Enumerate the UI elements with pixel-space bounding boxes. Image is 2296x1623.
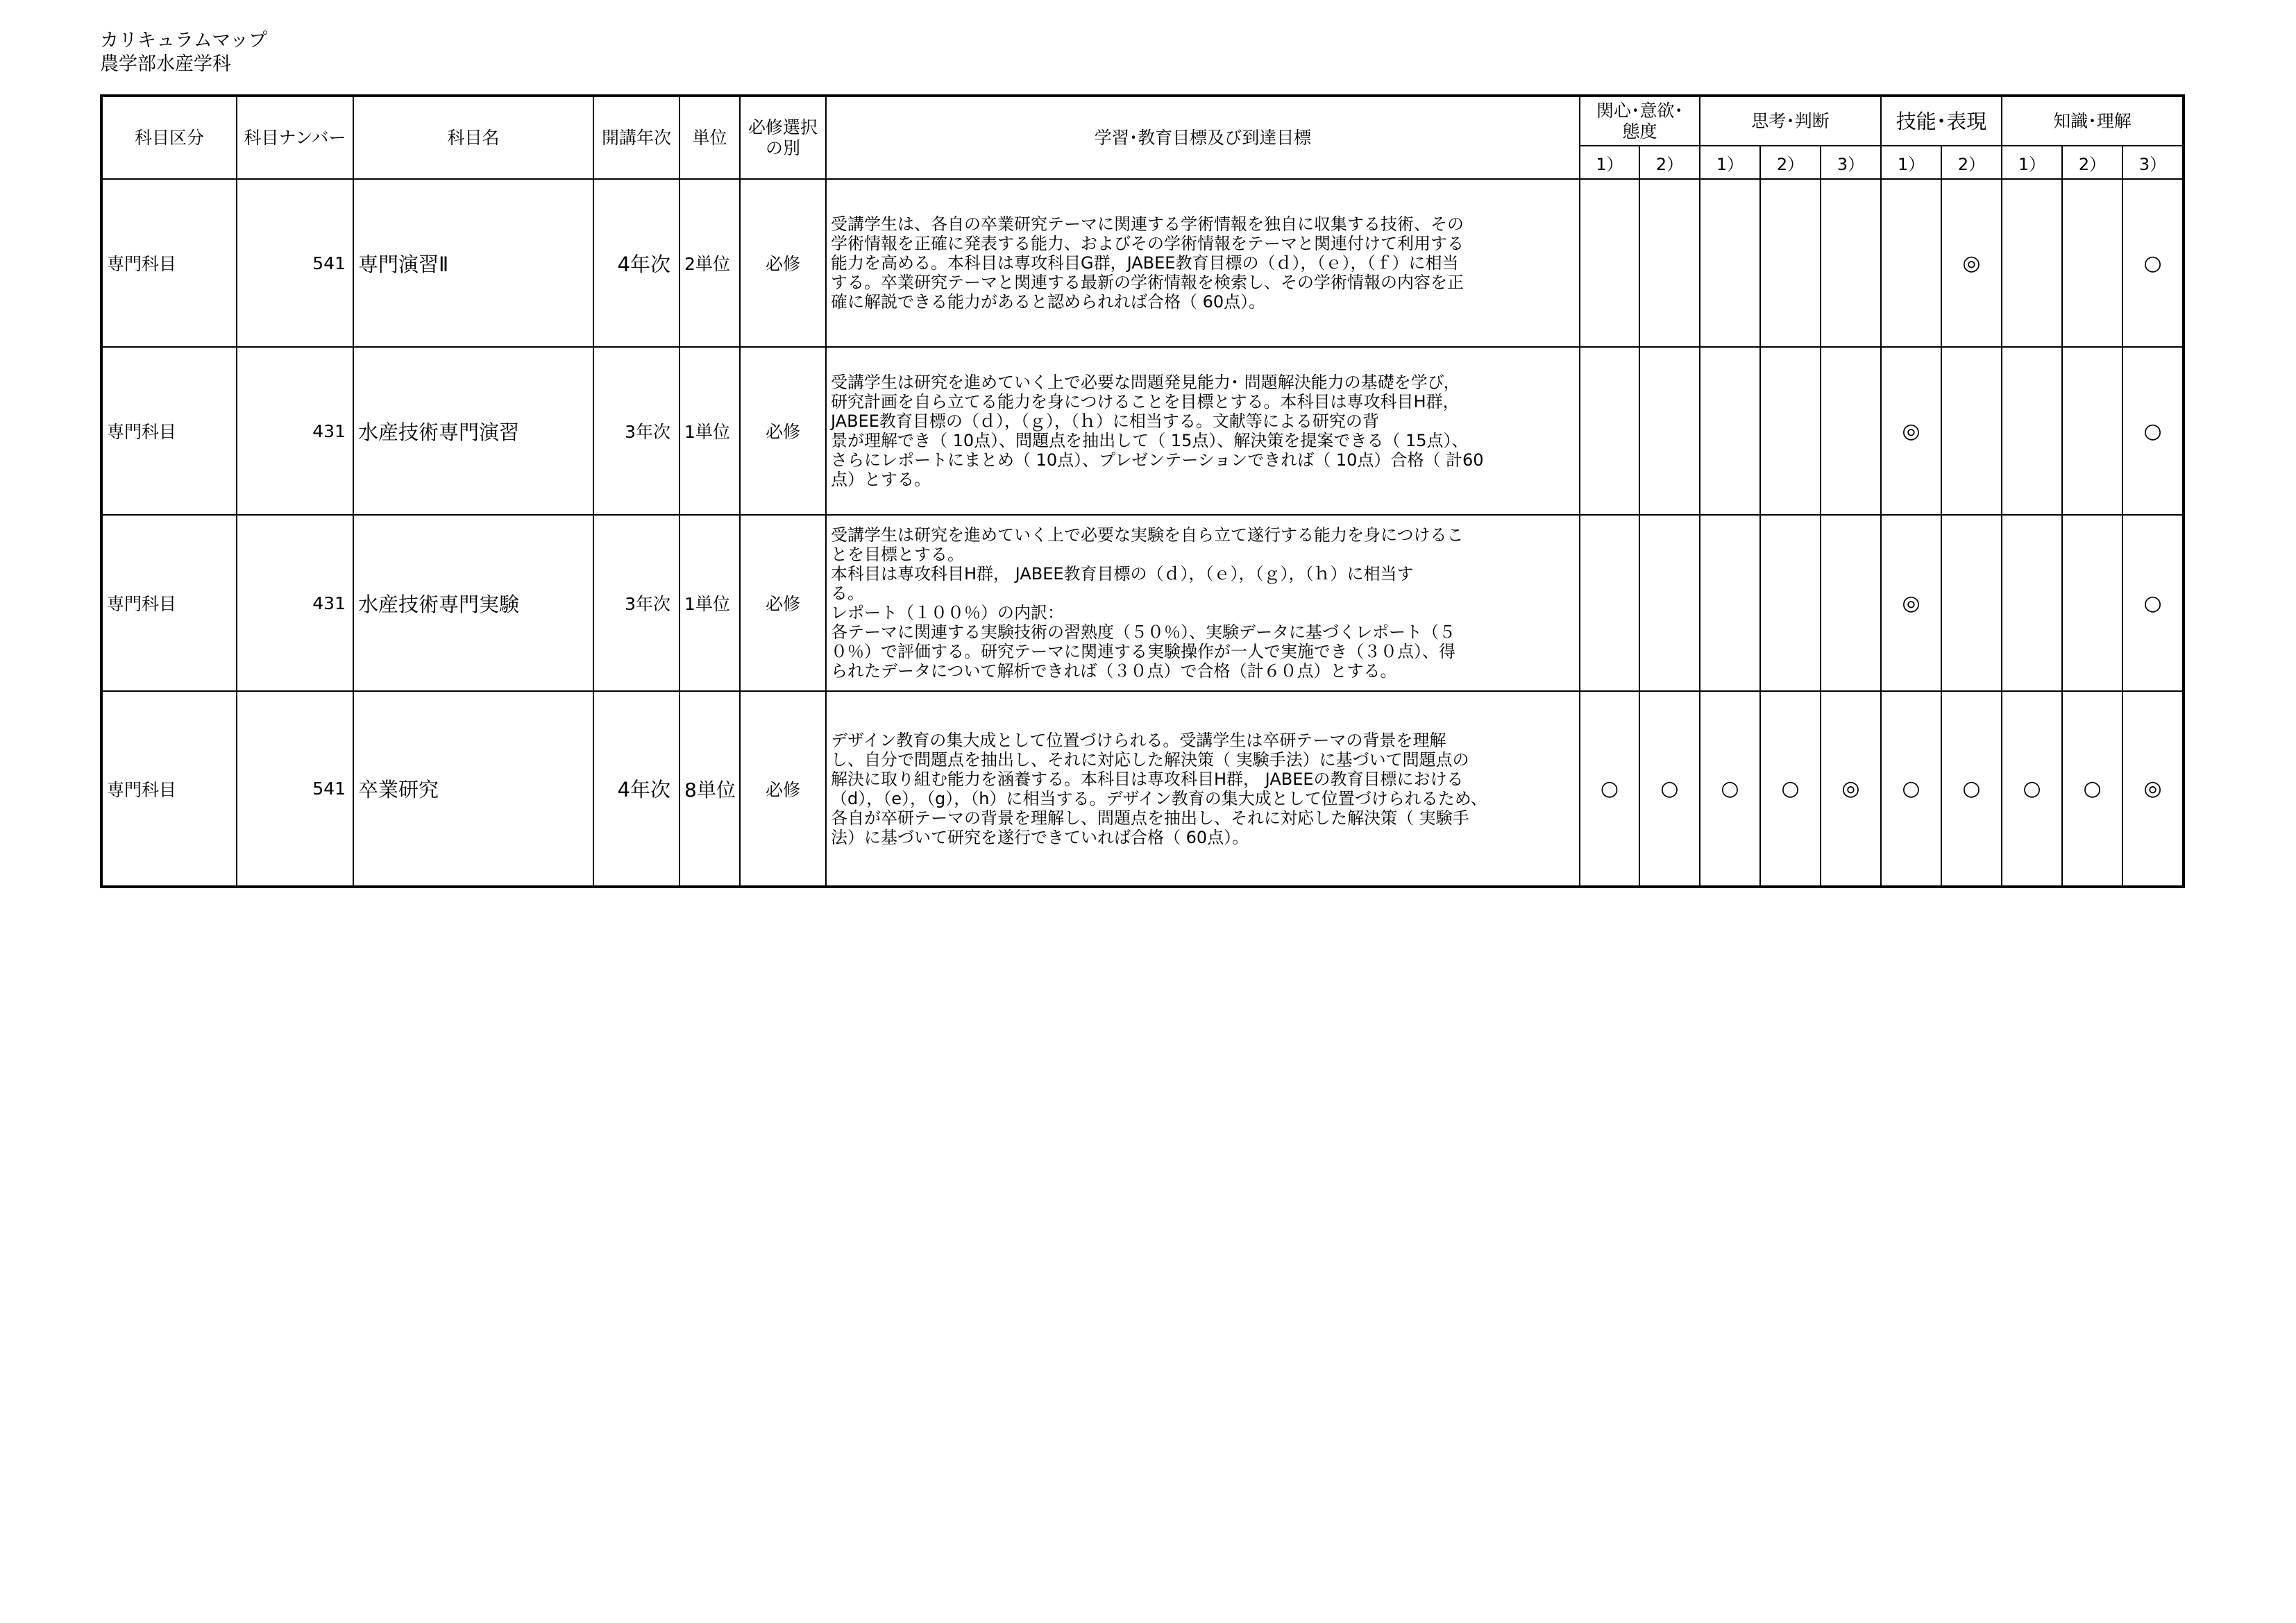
table-row (101, 179, 2184, 347)
cell-mark (1881, 179, 1941, 347)
header-year: 開講年次 (593, 96, 679, 179)
cell-credits: 1単位 (679, 347, 740, 515)
cell-credits: 2単位 (679, 179, 740, 347)
cell-mark (1580, 179, 1639, 347)
cell-mark (2002, 347, 2062, 515)
cell-mark (2002, 515, 2062, 691)
cell-number: 541 (237, 179, 353, 347)
cell-number: 541 (237, 691, 353, 887)
header-group-thinking: 思考･判断 (1700, 96, 1881, 146)
cell-mark: ○ (2002, 691, 2062, 887)
cell-mark (1821, 515, 1881, 691)
cell-credits: 1単位 (679, 515, 740, 691)
title-line-2: 農学部水産学科 (100, 53, 231, 75)
cell-mark (1821, 347, 1881, 515)
cell-mark (1700, 515, 1760, 691)
cell-mark (1760, 347, 1821, 515)
cell-mark (1700, 179, 1760, 347)
header-required-line1: 必修選択 (748, 117, 818, 137)
cell-mark (1580, 515, 1639, 691)
cell-goal: 受講学生は研究を進めていく上で必要な問題発見能力･ 問題解決能力の基礎を学び， 研究計画を自ら立てる能力を身につけることを目標とする。本科目は専攻科目H群， JABEE教育目標の（ｄ），（ｇ），（ｈ）に相当する。文献等による研究の背 景が理解でき（ 10点）、問題点を抽出して（ 15点）、解決策を提案できる（ 15点）、 さらにレポートにまとめ（ 10点）、プレゼンテーションできれば（ 10点）合格（ 計60 点）とする。 (826, 347, 1580, 515)
cell-goal: 受講学生は、各自の卒業研究テーマに関連する学術情報を独自に収集する技術、その 学術情報を正確に発表する能力、およびその学術情報をテーマと関連付けて利用する 能力を高める。本科目は専攻科目G群，JABEE教育目標の（ｄ），（ｅ），（ｆ）に相当 する。卒業研究テーマと関連する最新の学術情報を検索し、その学術情報の内容を正 確に解説できる能力があると認められれば合格（ 60点）。 (826, 179, 1580, 347)
cell-year: 4年次 (593, 179, 679, 347)
header-required-line2: の別 (765, 137, 800, 158)
cell-mark: ○ (1700, 691, 1760, 887)
subheader: 1） (1881, 146, 1941, 179)
cell-mark: ○ (1639, 691, 1700, 887)
cell-category: 専門科目 (101, 347, 237, 515)
cell-mark: ○ (1941, 691, 2002, 887)
cell-mark: ○ (2122, 347, 2184, 515)
header-name: 科目名 (353, 96, 593, 179)
cell-required: 必修 (740, 179, 826, 347)
cell-mark (1700, 347, 1760, 515)
cell-mark (2062, 179, 2122, 347)
cell-mark: ◎ (2122, 691, 2184, 887)
cell-year: 3年次 (593, 515, 679, 691)
cell-mark (1760, 515, 1821, 691)
header-goals: 学習･教育目標及び到達目標 (826, 96, 1580, 179)
cell-category: 専門科目 (101, 179, 237, 347)
cell-mark: ○ (2062, 691, 2122, 887)
cell-mark (1639, 179, 1700, 347)
cell-mark (2062, 515, 2122, 691)
table-row (101, 691, 2184, 887)
cell-mark: ○ (2122, 515, 2184, 691)
header-group-skills: 技能･表現 (1881, 96, 2002, 146)
cell-year: 3年次 (593, 347, 679, 515)
cell-course-name: 水産技術専門実験 (353, 515, 593, 691)
header-group-interest (1580, 96, 1700, 146)
cell-mark: ◎ (1881, 515, 1941, 691)
subheader: 2） (1941, 146, 2002, 179)
table-row (101, 347, 2184, 515)
cell-mark: ○ (1881, 691, 1941, 887)
subheader: 1） (2002, 146, 2062, 179)
group-label-line1: 関心･意欲･ (1596, 100, 1684, 121)
subheader: 1） (1580, 146, 1639, 179)
cell-mark: ○ (2122, 179, 2184, 347)
header-required (740, 96, 826, 179)
header-group-knowledge: 知識･理解 (2002, 96, 2184, 146)
cell-mark (1639, 515, 1700, 691)
curriculum-map-table (100, 94, 2185, 888)
cell-mark: ○ (1760, 691, 1821, 887)
title-line-1: カリキュラムマップ (100, 30, 268, 51)
cell-goal: 受講学生は研究を進めていく上で必要な実験を自ら立て遂行する能力を身につけるこ とを目標とする。 本科目は専攻科目H群， JABEE教育目標の（ｄ），（ｅ），（ｇ），（ｈ）に相当す る。 レポート（１００％）の内訳： 各テーマに関連する実験技術の習熟度（５０％）、実験データに基づくレポート（５ ０％）で評価する。研究テーマに関連する実験操作が一人で実施でき（３０点）、得 られたデータについて解析できれば（３０点）で合格（計６０点）とする。 (826, 515, 1580, 691)
group-label-line2: 態度 (1622, 121, 1657, 142)
subheader: 3） (1821, 146, 1881, 179)
cell-category: 専門科目 (101, 515, 237, 691)
cell-category: 専門科目 (101, 691, 237, 887)
cell-course-name: 水産技術専門演習 (353, 347, 593, 515)
cell-mark: ◎ (1821, 691, 1881, 887)
cell-number: 431 (237, 515, 353, 691)
document-title (100, 29, 267, 76)
cell-mark (1639, 347, 1700, 515)
cell-required: 必修 (740, 691, 826, 887)
cell-mark (2002, 179, 2062, 347)
subheader: 3） (2122, 146, 2184, 179)
cell-year: 4年次 (593, 691, 679, 887)
cell-course-name: 卒業研究 (353, 691, 593, 887)
cell-mark: ○ (1580, 691, 1639, 887)
cell-goal: デザイン教育の集大成として位置づけられる。受講学生は卒研テーマの背景を理解 し、自分で問題点を抽出し、それに対応した解決策（ 実験手法）に基づいて問題点の 解決に取り組む能力を涵養する。本科目は専攻科目H群， JABEEの教育目標における （d），（e），（g），（h）に相当する。デザイン教育の集大成として位置づけられるため、 各自が卒研テーマの背景を理解し、問題点を抽出し、それに対応した解決策（ 実験手 法）に基づいて研究を遂行できていれば合格（ 60点）。 (826, 691, 1580, 887)
header-credits: 単位 (679, 96, 740, 179)
subheader: 2） (1639, 146, 1700, 179)
table-row (101, 515, 2184, 691)
cell-mark (2062, 347, 2122, 515)
cell-number: 431 (237, 347, 353, 515)
cell-course-name: 専門演習Ⅱ (353, 179, 593, 347)
subheader: 1） (1700, 146, 1760, 179)
cell-required: 必修 (740, 515, 826, 691)
cell-mark: ◎ (1881, 347, 1941, 515)
cell-mark (1941, 515, 2002, 691)
cell-mark (1941, 347, 2002, 515)
cell-mark: ◎ (1941, 179, 2002, 347)
cell-credits: 8単位 (679, 691, 740, 887)
cell-mark (1580, 347, 1639, 515)
header-number: 科目ナンバー (237, 96, 353, 179)
cell-mark (1760, 179, 1821, 347)
header-category: 科目区分 (101, 96, 237, 179)
cell-required: 必修 (740, 347, 826, 515)
subheader: 2） (2062, 146, 2122, 179)
cell-mark (1821, 179, 1881, 347)
subheader: 2） (1760, 146, 1821, 179)
